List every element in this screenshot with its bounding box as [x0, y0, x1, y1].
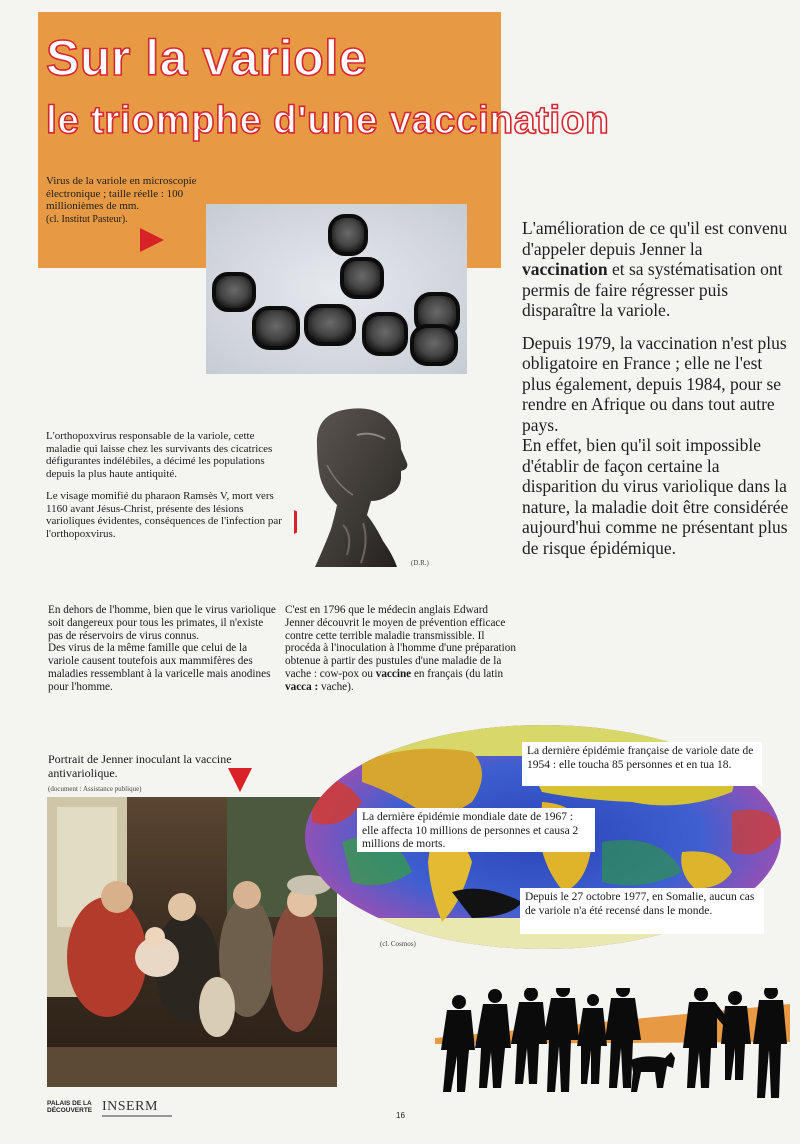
main-paragraph-3: En effet, bien qu'il soit impossible d'établir de façon certaine la disparition du virus variolique dans la nature, la maladie doit être considérée aujourd'hui comme ne présentant plus de risque épidémique. [522, 435, 789, 558]
orthopoxvirus-text: L'orthopoxvirus responsable de la variole, cette maladie qui laisse chez les survivants des cicatrices défigurantes indélébiles, a décimé les populations depuis la plus haute antiquité. [46, 430, 273, 480]
inserm-logo: INSERM [102, 1099, 158, 1114]
map-credit: (cl. Cosmos) [380, 940, 416, 948]
crowd-silhouettes [435, 988, 790, 1106]
virus-caption-text: Virus de la variole en microscopie électronique ; taille réelle : 100 millionièmes de mm. [46, 175, 197, 212]
mummy-credit: (D.R.) [411, 559, 429, 567]
portrait-credit: (document : Assistance publique) [48, 785, 142, 793]
ramses-text: Le visage momifié du pharaon Ramsès V, mort vers 1160 avant Jésus-Christ, présente des lésions varioliques évidentes, conséquences de l'infection par l'orthopoxvirus. [46, 490, 282, 540]
page-number: 16 [396, 1111, 405, 1120]
map-note-france: La dernière épidémie française de variole date de 1954 : elle toucha 85 personnes et en tua 18. [522, 742, 762, 786]
main-text [522, 218, 792, 570]
primates-text: En dehors de l'homme, bien que le virus variolique soit dangereux pour tous les primates, il n'existe pas de réservoirs de virus connus. Des virus de la même famille que celui de la variole causent toutefois aux mammifères des maladies ressemblant à la varicelle mais anodines pour l'homme. [48, 604, 276, 693]
main-paragraph-1: L'amélioration de ce qu'il est convenu d'appeler depuis Jenner la vaccination et sa systématisation ont permis de faire régresser puis disparaître la variole. [522, 218, 788, 320]
mummy-caption [46, 430, 286, 550]
pointer-arrow-icon [140, 228, 164, 252]
page-title: Sur la variole [46, 30, 368, 86]
virus-micrograph [206, 204, 467, 374]
jenner-text: C'est en 1796 que le médecin anglais Edward Jenner découvrit le moyen de prévention efficace contre cette terrible maladie transmissible. Il procéda à l'inoculation à l'homme d'une préparation obtenue à partir des pustules d'une maladie de la vache : cow-pox ou vaccine en français (du latin vacca : vache). [285, 604, 516, 693]
page-subtitle: le triomphe d'une vaccination [46, 99, 610, 142]
virus-credit: (cl. Institut Pasteur). [46, 213, 128, 225]
map-note-world-epidemic: La dernière épidémie mondiale date de 1967 : elle affecta 10 millions de personnes et causa 2 millions de morts. [357, 808, 595, 852]
pointer-arrow-icon [228, 768, 252, 792]
map-note-somalia: Depuis le 27 octobre 1977, en Somalie, aucun cas de variole n'a été recensé dans le monde. [520, 888, 764, 934]
mummy-photo [297, 405, 432, 567]
jenner-painting [47, 797, 337, 1087]
portrait-caption: Portrait de Jenner inoculant la vaccine antivariolique. [48, 752, 232, 780]
main-paragraph-2: Depuis 1979, la vaccination n'est plus obligatoire en France ; elle ne l'est plus également, depuis 1984, pour se rendre en Afrique ou dans tout autre pays. [522, 332, 787, 435]
virus-caption [46, 175, 216, 226]
palais-decouverte-logo: PALAIS DE LA DÉCOUVERTE [47, 1100, 93, 1114]
inserm-underline [102, 1115, 172, 1117]
